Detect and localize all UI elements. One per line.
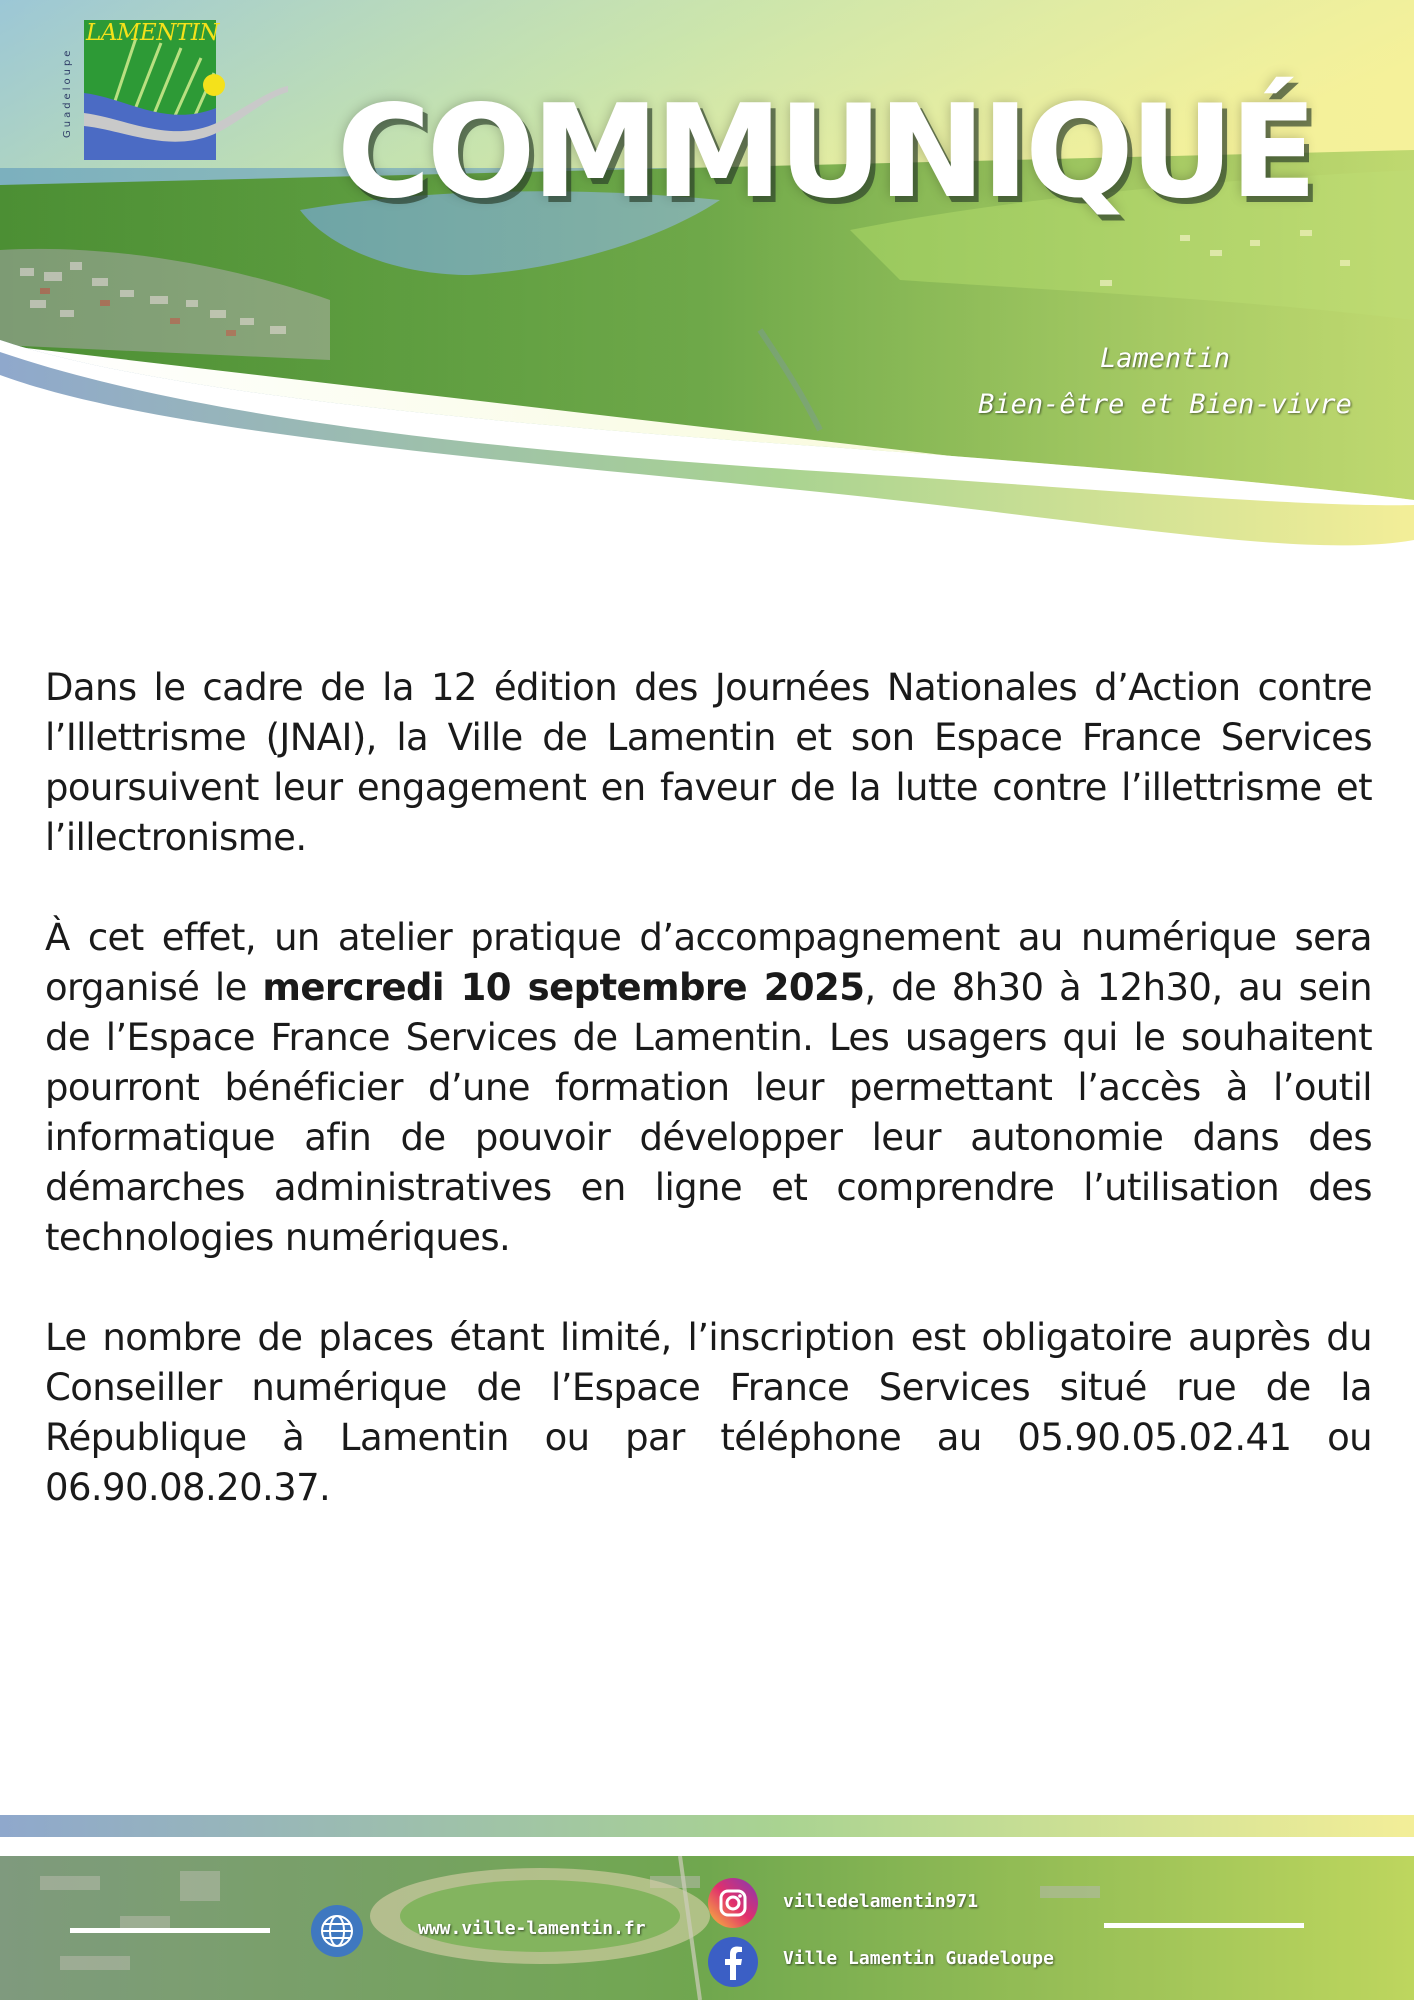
footer-gradient-stripe xyxy=(0,1815,1414,1837)
event-text-end: , de 8h30 à 12h30, au sein de l’Espace France Services de Lamentin. Les usagers qui le souhaitent pourront bénéficier d’une formation leur permettant l’accès à l’outil informatique afin de pouvoir développer leur autonomie dans des démarches administratives en ligne et comprendre l’utilisation des technologies numériques. xyxy=(45,966,1372,1259)
tagline-motto: Bien-être et Bien-vivre xyxy=(978,389,1352,420)
tagline xyxy=(900,336,1414,428)
footer xyxy=(0,1856,1414,2000)
footer-divider-left xyxy=(70,1928,270,1933)
event-date: mercredi 10 septembre 2025 xyxy=(262,966,865,1009)
header-banner xyxy=(0,0,1414,560)
event-text-start: À cet effet, un atelier pratique d’accompagnement au numérique sera organisé le xyxy=(45,916,1372,1009)
tagline-city: Lamentin xyxy=(1099,343,1231,374)
logo-wordmark: LAMENTIN xyxy=(86,20,219,46)
press-release-body xyxy=(45,663,1372,1563)
website-link[interactable]: www.ville-lamentin.fr xyxy=(418,1918,646,1939)
instagram-icon[interactable] xyxy=(707,1877,759,1929)
instagram-link[interactable]: villedelamentin971 xyxy=(783,1891,979,1912)
paragraph-event xyxy=(45,913,1372,1263)
logo-region-text: Guadeloupe xyxy=(62,47,73,139)
footer-divider-right xyxy=(1104,1923,1304,1928)
globe-icon[interactable] xyxy=(310,1904,364,1958)
paragraph-intro: Dans le cadre de la 12 édition des Journées Nationales d’Action contre l’Illettrisme (JNAI), la Ville de Lamentin et son Espace France Services poursuivent leur engagement en faveur de la lutte contre l’illettrisme et l’illectronisme. xyxy=(45,666,1372,859)
facebook-icon[interactable] xyxy=(707,1936,759,1988)
paragraph-registration: Le nombre de places étant limité, l’inscription est obligatoire auprès du Conseiller numérique de l’Espace France Services situé rue de la République à Lamentin ou par téléphone au 05.90.05.02.41 ou 06.90.08.20.37. xyxy=(45,1316,1372,1509)
page-title: COMMUNIQUÉ xyxy=(336,78,1314,227)
facebook-link[interactable]: Ville Lamentin Guadeloupe xyxy=(783,1948,1054,1969)
